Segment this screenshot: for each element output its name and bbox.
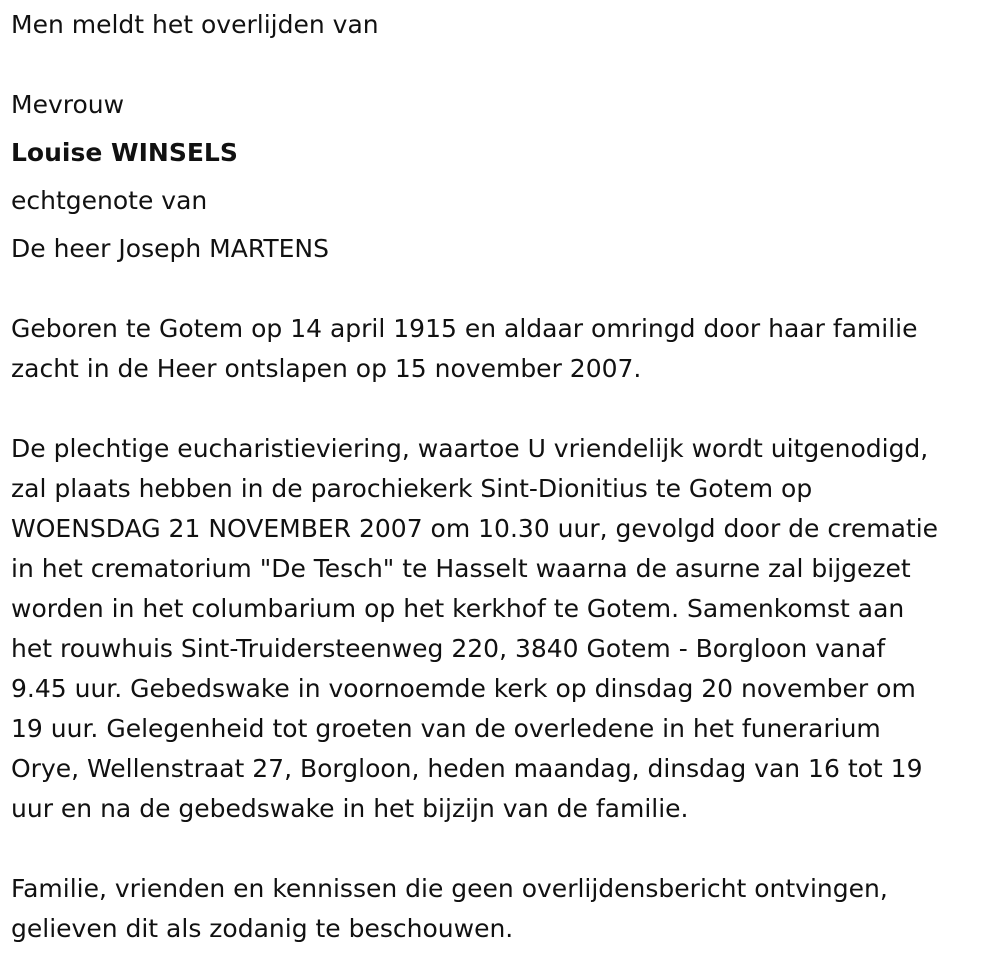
- birth-death-paragraph: [11, 309, 1000, 389]
- paragraph-line: Orye, Wellenstraat 27, Borgloon, heden maandag, dinsdag van 16 tot 19: [11, 754, 923, 783]
- paragraph-line: De plechtige eucharistieviering, waartoe U vriendelijk wordt uitgenodigd,: [11, 434, 929, 463]
- salutation: Mevrouw: [11, 90, 125, 119]
- paragraph-line: WOENSDAG 21 NOVEMBER 2007 om 10.30 uur, gevolgd door de crematie: [11, 514, 939, 543]
- relation-text: echtgenote van: [11, 186, 208, 215]
- spacer: [11, 829, 1000, 869]
- closing-paragraph: [11, 869, 1000, 949]
- paragraph-line: in het crematorium "De Tesch" te Hasselt waarna de asurne zal bijgezet: [11, 554, 911, 583]
- ceremony-paragraph: [11, 429, 1000, 829]
- spacer: [11, 389, 1000, 429]
- paragraph-line: worden in het columbarium op het kerkhof te Gotem. Samenkomst aan: [11, 594, 905, 623]
- spacer: [11, 269, 1000, 309]
- paragraph-line: zacht in de Heer ontslapen op 15 november 2007.: [11, 354, 642, 383]
- spouse-name: De heer Joseph MARTENS: [11, 234, 330, 263]
- paragraph-line: uur en na de gebedswake in het bijzijn van de familie.: [11, 794, 689, 823]
- paragraph-line: 9.45 uur. Gebedswake in voornoemde kerk op dinsdag 20 november om: [11, 674, 916, 703]
- paragraph-line: 19 uur. Gelegenheid tot groeten van de overledene in het funerarium: [11, 714, 881, 743]
- paragraph-line: Geboren te Gotem op 14 april 1915 en aldaar omringd door haar familie: [11, 314, 918, 343]
- paragraph-line: Familie, vrienden en kennissen die geen overlijdensbericht ontvingen,: [11, 874, 888, 903]
- paragraph-line: zal plaats hebben in de parochiekerk Sint-Dionitius te Gotem op: [11, 474, 813, 503]
- paragraph-line: het rouwhuis Sint-Truidersteenweg 220, 3840 Gotem - Borgloon vanaf: [11, 634, 886, 663]
- paragraph-line: gelieven dit als zodanig te beschouwen.: [11, 914, 514, 943]
- intro-text: Men meldt het overlijden van: [11, 10, 379, 39]
- spacer: [11, 45, 1000, 85]
- deceased-name: Louise WINSELS: [11, 138, 238, 167]
